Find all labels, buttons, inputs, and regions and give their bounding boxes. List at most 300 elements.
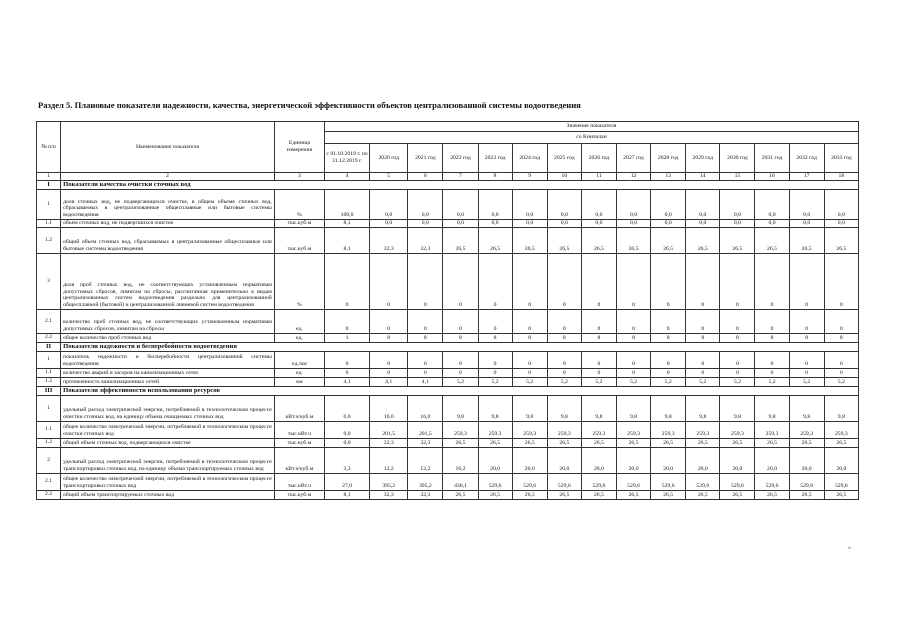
row-value: 529,6 [581,473,616,490]
row-value: 0,0 [617,189,651,219]
row-unit: тыс.куб.м [274,227,324,253]
row-value: 0 [325,368,370,377]
row-num: 1 [37,395,61,421]
row-value: 26,5 [512,438,547,447]
row-num: 2.2 [37,490,61,499]
row-value: 8 [547,333,581,342]
row-value: 0 [617,368,651,377]
row-value: 20,0 [617,447,651,473]
row-value: 0 [443,309,478,333]
row-unit: кВт.ч/куб.м [274,447,324,473]
row-value: 0 [824,351,858,368]
column-number: 1 [37,173,61,181]
header-year: 2032 год [789,144,824,173]
row-value: 259,3 [824,421,858,438]
row-value: 8 [755,333,789,342]
row-value: 0,0 [824,189,858,219]
section-num: I [37,180,61,189]
row-value: 4,1 [408,377,443,386]
row-value: 26,5 [686,438,720,447]
row-value: 201,5 [408,421,443,438]
row-value: 0 [478,253,512,309]
row-name: показатель надежности и бесперебойности централизованной системы водоотведения [61,351,275,368]
row-value: 16,0 [370,395,408,421]
row-name: количество проб сточных вод, не соответствующих установленным нормативам допустимых сбросов, лимитам на сбросы [61,309,275,333]
row-unit: тыс.куб.м [274,438,324,447]
row-value: 0,0 [325,421,370,438]
row-unit: кВт.ч/куб.м [274,395,324,421]
row-value: 0,0 [512,189,547,219]
row-value: 8 [370,333,408,342]
row-value: 0,0 [651,219,686,227]
row-value: 0,0 [824,219,858,227]
row-value: 0 [789,351,824,368]
row-value: 0,0 [755,219,789,227]
row-value: 0,0 [720,219,755,227]
row-value: 529,6 [651,473,686,490]
row-name: общее количество электрической энергии, потребляемой в технологическом процессе транспортировки сточных вод [61,473,275,490]
row-value: 0,0 [325,438,370,447]
row-num: 1 [37,189,61,219]
row-value: 0 [617,351,651,368]
row-value: 0 [720,309,755,333]
row-value: 201,5 [370,421,408,438]
row-value: 0 [408,253,443,309]
header-year: 2025 год [547,144,581,173]
row-name: общий объем транспортируемых сточных вод [61,490,275,499]
row-value: 3,3 [325,447,370,473]
row-name: удельный расход электрической энергии, потребляемой в технологическом процессе очистки сточных вод, на единицу объема очищаемых сточных вод [61,395,275,421]
row-value: 0,0 [478,189,512,219]
row-value: 529,6 [547,473,581,490]
row-value: 529,6 [824,473,858,490]
row-value: 9,8 [824,395,858,421]
row-value: 9,8 [581,395,616,421]
row-value: 0 [686,368,720,377]
row-value: 26,5 [478,490,512,499]
column-number: 3 [274,173,324,181]
row-value: 8 [686,333,720,342]
row-value: 8,1 [325,227,370,253]
row-value: 5,2 [512,377,547,386]
row-value: 32,3 [408,438,443,447]
row-value: 0,0 [617,219,651,227]
row-unit: ед./км [274,351,324,368]
row-value: 4,1 [370,377,408,386]
row-value: 27,0 [325,473,370,490]
row-value: 0 [651,351,686,368]
row-num: 1.2 [37,377,61,386]
row-value: 0,0 [581,219,616,227]
row-value: 8 [617,333,651,342]
row-value: 26,5 [443,227,478,253]
row-value: 529,6 [512,473,547,490]
row-value: 26,5 [547,227,581,253]
row-value: 8 [581,333,616,342]
row-value: 0 [789,253,824,309]
table-body [37,180,859,499]
row-unit: % [274,189,324,219]
page-mark: » [848,545,851,551]
row-value: 0 [370,351,408,368]
header-year: 2027 год [617,144,651,173]
row-value: 0,0 [651,189,686,219]
row-value: 0,0 [408,219,443,227]
row-value: 5,2 [789,377,824,386]
row-value: 0,0 [547,219,581,227]
row-value: 0 [370,368,408,377]
row-value: 0 [512,309,547,333]
header-year: 2026 год [581,144,616,173]
header-row-1 [37,122,859,132]
row-value: 20,0 [789,447,824,473]
row-value: 0 [325,253,370,309]
row-value: 20,0 [755,447,789,473]
row-value: 26,5 [720,438,755,447]
column-number: 11 [581,173,616,181]
row-unit: % [274,253,324,309]
row-value: 0,0 [408,189,443,219]
row-value: 5,2 [617,377,651,386]
row-num: 1.1 [37,219,61,227]
row-value: 395,2 [370,473,408,490]
table-row [37,253,859,309]
row-value: 26,5 [651,227,686,253]
row-value: 0 [824,309,858,333]
row-value: 0 [824,253,858,309]
row-value: 9,8 [512,395,547,421]
row-value: 0 [547,309,581,333]
row-value: 0 [789,309,824,333]
column-number: 10 [547,173,581,181]
row-value: 26,5 [581,438,616,447]
table-row [37,395,859,421]
section-num: III [37,386,61,395]
row-value: 5,2 [686,377,720,386]
row-value: 26,5 [581,227,616,253]
row-value: 0 [547,351,581,368]
row-value: 5,2 [581,377,616,386]
row-name: доля проб сточных вод, не соответствующих установленным нормативам допустимых сбросов, лимитам на сбросы, рассчитанная применительно к видам централизованных систем водоотведения раздельно для централизованной общесплавной (бытовой) и централизованной ливневой систем водоотведения [61,253,275,309]
row-value: 259,3 [617,421,651,438]
row-value: 0 [408,368,443,377]
header-year: 2028 год [651,144,686,173]
row-value: 26,5 [789,490,824,499]
row-value: 4,1 [325,377,370,386]
section-num: II [37,342,61,351]
row-value: 0 [547,368,581,377]
row-value: 0 [720,351,755,368]
row-name: общий объем сточных вод, сбрасываемых в централизованные общесплавные или бытовые системы водоотведения [61,227,275,253]
row-value: 0,0 [686,219,720,227]
row-value: 32,3 [408,490,443,499]
row-value: 0,0 [720,189,755,219]
row-value: 0,0 [755,189,789,219]
section-title: Показатели надежности и бесперебойности водоотведения [61,342,859,351]
row-value: 0 [686,253,720,309]
row-value: 0,0 [370,219,408,227]
column-number: 2 [61,173,275,181]
row-value: 26,5 [443,438,478,447]
row-value: 8 [720,333,755,342]
table-row [37,473,859,490]
row-value: 259,3 [686,421,720,438]
indicators-table [36,121,859,500]
table-row [37,377,859,386]
row-value: 20,0 [651,447,686,473]
row-value: 20,0 [720,447,755,473]
row-value: 5,2 [547,377,581,386]
table-row [37,447,859,473]
row-value: 5,2 [720,377,755,386]
row-value: 0 [789,368,824,377]
table-row [37,333,859,342]
row-value: 26,5 [547,490,581,499]
header-year: 2024 год [512,144,547,173]
row-value: 0 [581,253,616,309]
row-value: 529,6 [686,473,720,490]
row-value: 8 [443,333,478,342]
row-num: 2 [37,447,61,473]
row-value: 9,8 [686,395,720,421]
row-name: общее количество проб сточных вод [61,333,275,342]
row-name: удельный расход электрической энергии, потребляемой в технологическом процессе транспортировки сточных вод, на единицу объема транспортируемых сточных вод [61,447,275,473]
row-value: 26,5 [651,490,686,499]
page-title: Раздел 5. Плановые показатели надежности, качества, энергетической эффективности объектов централизованной системы водоотведения [38,100,581,110]
row-value: 0 [755,253,789,309]
row-value: 0,0 [789,219,824,227]
row-num: 1.2 [37,227,61,253]
row-value: 0,0 [547,189,581,219]
row-value: 529,6 [617,473,651,490]
row-value: 9,8 [755,395,789,421]
row-value: 26,5 [789,227,824,253]
section-title: Показатели качества очистки сточных вод [61,180,859,189]
row-value: 529,6 [755,473,789,490]
column-number: 18 [824,173,858,181]
column-number: 4 [325,173,370,181]
row-value: 26,5 [617,438,651,447]
row-value: 0 [370,253,408,309]
row-value: 529,6 [478,473,512,490]
row-value: 26,5 [824,227,858,253]
header-year: 2033 год [824,144,858,173]
row-value: 20,0 [824,447,858,473]
row-value: 259,3 [443,421,478,438]
row-value: 26,5 [617,490,651,499]
row-value: 5,2 [824,377,858,386]
header-year: 2023 год [478,144,512,173]
row-value: 26,5 [617,227,651,253]
header-year: 2020 год [370,144,408,173]
row-value: 0 [651,368,686,377]
row-num: 1.1 [37,421,61,438]
row-value: 26,5 [443,490,478,499]
row-value: 26,5 [824,490,858,499]
table-row [37,219,859,227]
row-value: 529,6 [720,473,755,490]
header-num: № п/п [37,122,61,173]
row-value: 26,5 [478,438,512,447]
row-value: 0,0 [512,219,547,227]
row-value: 0 [755,309,789,333]
row-value: 0,0 [443,189,478,219]
row-value: 259,3 [547,421,581,438]
header-year: 2029 год [686,144,720,173]
column-number: 9 [512,173,547,181]
row-value: 0 [755,351,789,368]
row-value: 8 [408,333,443,342]
row-value: 0 [478,351,512,368]
row-value: 0 [720,368,755,377]
row-value: 0,0 [478,219,512,227]
row-value: 26,5 [547,438,581,447]
row-value: 8 [789,333,824,342]
row-value: 0 [651,253,686,309]
row-value: 0 [408,309,443,333]
row-value: 0,0 [686,189,720,219]
row-name: общий объем сточных вод, подвергающихся очистке [61,438,275,447]
row-name: количество аварий и засоров на канализационных сетях [61,368,275,377]
column-number: 7 [443,173,478,181]
row-value: 0,0 [581,189,616,219]
row-value: 16,2 [443,447,478,473]
row-value: 26,5 [581,490,616,499]
row-value: 26,5 [512,490,547,499]
row-num: 1.2 [37,438,61,447]
row-value: 26,5 [755,227,789,253]
row-value: 32,3 [370,438,408,447]
table-row [37,438,859,447]
header-year: 2021 год [408,144,443,173]
row-num: 2.2 [37,333,61,342]
row-value: 395,2 [408,473,443,490]
row-value: 0 [581,351,616,368]
row-value: 0 [720,253,755,309]
row-value: 5,2 [443,377,478,386]
row-value: 0 [686,351,720,368]
row-unit: тыс.кВт.ч [274,473,324,490]
row-name: общее количество электрической энергии, потребляемой в технологическом процессе очистки сточных вод [61,421,275,438]
row-value: 26,5 [720,490,755,499]
row-value: 259,3 [651,421,686,438]
row-value: 259,3 [478,421,512,438]
row-value: 0 [686,309,720,333]
row-value: 20,0 [478,447,512,473]
row-value: 26,5 [789,438,824,447]
section-row [37,342,859,351]
row-value: 259,3 [720,421,755,438]
row-value: 26,5 [651,438,686,447]
row-name: протяженность канализационных сетей [61,377,275,386]
header-unit: Единица измерения [274,122,324,173]
header-name: Наименование показателя [61,122,275,173]
row-value: 0 [408,351,443,368]
row-value: 0 [512,253,547,309]
table-row [37,421,859,438]
table-row [37,351,859,368]
table-row [37,227,859,253]
row-value: 26,5 [478,227,512,253]
row-value: 0 [651,309,686,333]
row-value: 0 [478,368,512,377]
row-value: 0 [325,351,370,368]
row-value: 26,5 [512,227,547,253]
row-unit: ед. [274,309,324,333]
row-value: 20,0 [512,447,547,473]
row-value: 259,3 [581,421,616,438]
row-value: 0,0 [325,395,370,421]
row-value: 0 [443,368,478,377]
row-value: 0 [581,309,616,333]
row-value: 9,8 [443,395,478,421]
row-num: 2.1 [37,473,61,490]
header-place: со Кинчалан [325,132,859,144]
row-value: 9,8 [617,395,651,421]
row-value: 0 [443,253,478,309]
section-title: Показатели эффективности использования ресурсов [61,386,859,395]
row-value: 430,1 [443,473,478,490]
table-row [37,309,859,333]
row-value: 32,3 [370,490,408,499]
row-num: 1.1 [37,368,61,377]
row-value: 5,2 [651,377,686,386]
row-value: 20,0 [547,447,581,473]
column-number: 12 [617,173,651,181]
column-number: 17 [789,173,824,181]
header-value: Значение показателя [325,122,859,132]
row-value: 26,5 [824,438,858,447]
row-value: 9,8 [651,395,686,421]
row-value: 0 [547,253,581,309]
row-value: 26,5 [686,227,720,253]
row-name: доля сточных вод, не подвергающихся очистке, в общем объеме сточных вод, сбрасываемых в централизованные общесплавные или бытовые системы водоотведения [61,189,275,219]
header-period-first: с 01.10.2019 г. по 31.12.2019 г. [325,144,370,173]
row-value: 9,8 [478,395,512,421]
section-row [37,386,859,395]
table-row [37,368,859,377]
column-number: 13 [651,173,686,181]
row-value: 8,1 [325,219,370,227]
row-value: 26,5 [686,490,720,499]
row-unit: тыс.кВт.ч [274,421,324,438]
row-value: 0 [617,253,651,309]
row-value: 0 [370,309,408,333]
row-value: 5,2 [478,377,512,386]
header-year: 2031 год [755,144,789,173]
row-value: 26,5 [720,227,755,253]
row-value: 0 [617,309,651,333]
row-value: 0 [443,351,478,368]
row-value: 32,3 [370,227,408,253]
column-number-row [37,173,859,181]
row-value: 9,8 [789,395,824,421]
row-value: 0 [824,368,858,377]
row-value: 20,0 [686,447,720,473]
row-value: 8 [478,333,512,342]
header-year: 2022 год [443,144,478,173]
row-value: 8 [512,333,547,342]
row-value: 12,2 [370,447,408,473]
row-unit: ед. [274,368,324,377]
row-value: 26,5 [755,490,789,499]
row-value: 0 [512,351,547,368]
row-num: 2.1 [37,309,61,333]
row-value: 26,5 [755,438,789,447]
row-value: 20,0 [581,447,616,473]
header-year: 2030 год [720,144,755,173]
row-unit: тыс.куб.м [274,490,324,499]
